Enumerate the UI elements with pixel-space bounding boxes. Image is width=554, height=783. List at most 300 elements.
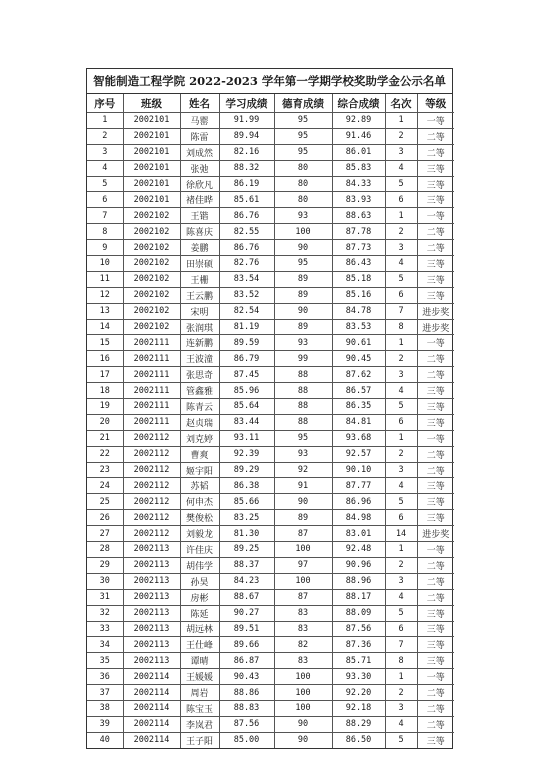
cell-moral-score: 90	[274, 716, 332, 732]
cell-moral-score: 100	[274, 700, 332, 716]
cell-overall-score: 90.45	[332, 351, 385, 367]
cell-academic-score: 86.76	[219, 240, 274, 256]
cell-overall-score: 84.98	[332, 510, 385, 526]
cell-overall-score: 90.10	[332, 462, 385, 478]
cell-academic-score: 89.25	[219, 542, 274, 558]
cell-overall-score: 85.18	[332, 271, 385, 287]
cell-level: 一等	[417, 208, 454, 224]
cell-name: 陈喜庆	[180, 224, 219, 240]
cell-level: 三等	[417, 494, 454, 510]
cell-moral-score: 89	[274, 287, 332, 303]
cell-rank: 1	[385, 335, 417, 351]
cell-index: 24	[87, 478, 123, 494]
cell-rank: 5	[385, 399, 417, 415]
table-row	[87, 605, 454, 621]
cell-overall-score: 93.68	[332, 430, 385, 446]
cell-rank: 14	[385, 526, 417, 542]
table-body	[87, 113, 454, 748]
cell-academic-score: 88.86	[219, 685, 274, 701]
scholarship-list-document	[86, 68, 453, 749]
table-row	[87, 224, 454, 240]
cell-class: 2002112	[123, 446, 180, 462]
cell-moral-score: 95	[274, 144, 332, 160]
table-row	[87, 319, 454, 335]
cell-class: 2002114	[123, 685, 180, 701]
cell-name: 张弛	[180, 160, 219, 176]
cell-name: 张思奇	[180, 367, 219, 383]
cell-name: 王仕峰	[180, 637, 219, 653]
cell-overall-score: 87.56	[332, 621, 385, 637]
column-header-moral-score: 德育成绩	[274, 94, 332, 113]
cell-academic-score: 93.11	[219, 430, 274, 446]
cell-academic-score: 88.67	[219, 589, 274, 605]
cell-level: 进步奖	[417, 526, 454, 542]
table-row	[87, 256, 454, 272]
cell-index: 39	[87, 716, 123, 732]
cell-moral-score: 100	[274, 224, 332, 240]
cell-moral-score: 93	[274, 335, 332, 351]
table-row	[87, 335, 454, 351]
cell-academic-score: 85.00	[219, 732, 274, 747]
cell-index: 20	[87, 414, 123, 430]
cell-moral-score: 90	[274, 303, 332, 319]
table-row	[87, 240, 454, 256]
cell-level: 三等	[417, 160, 454, 176]
cell-index: 21	[87, 430, 123, 446]
column-header-name: 姓名	[180, 94, 219, 113]
cell-index: 5	[87, 176, 123, 192]
cell-academic-score: 90.43	[219, 669, 274, 685]
cell-rank: 6	[385, 621, 417, 637]
cell-class: 2002114	[123, 732, 180, 747]
cell-academic-score: 90.27	[219, 605, 274, 621]
cell-rank: 1	[385, 430, 417, 446]
cell-name: 王子阳	[180, 732, 219, 747]
cell-academic-score: 88.37	[219, 557, 274, 573]
cell-academic-score: 87.56	[219, 716, 274, 732]
cell-class: 2002111	[123, 335, 180, 351]
table-row	[87, 573, 454, 589]
cell-moral-score: 88	[274, 414, 332, 430]
cell-overall-score: 87.73	[332, 240, 385, 256]
cell-rank: 5	[385, 494, 417, 510]
table-row	[87, 621, 454, 637]
cell-rank: 1	[385, 542, 417, 558]
cell-name: 周岩	[180, 685, 219, 701]
cell-index: 30	[87, 573, 123, 589]
cell-index: 25	[87, 494, 123, 510]
cell-moral-score: 91	[274, 478, 332, 494]
cell-level: 二等	[417, 716, 454, 732]
cell-name: 胡伟学	[180, 557, 219, 573]
cell-class: 2002112	[123, 478, 180, 494]
cell-name: 连新鹏	[180, 335, 219, 351]
cell-name: 曹爽	[180, 446, 219, 462]
cell-academic-score: 81.19	[219, 319, 274, 335]
cell-class: 2002112	[123, 510, 180, 526]
cell-overall-score: 88.17	[332, 589, 385, 605]
cell-overall-score: 87.78	[332, 224, 385, 240]
cell-index: 28	[87, 542, 123, 558]
cell-index: 4	[87, 160, 123, 176]
cell-rank: 2	[385, 351, 417, 367]
cell-class: 2002111	[123, 383, 180, 399]
cell-moral-score: 90	[274, 494, 332, 510]
cell-academic-score: 83.44	[219, 414, 274, 430]
cell-level: 三等	[417, 192, 454, 208]
cell-index: 8	[87, 224, 123, 240]
cell-academic-score: 85.61	[219, 192, 274, 208]
table-row	[87, 113, 454, 129]
cell-academic-score: 85.66	[219, 494, 274, 510]
cell-name: 王波潼	[180, 351, 219, 367]
cell-level: 二等	[417, 240, 454, 256]
column-header-level: 等级	[417, 94, 454, 113]
cell-moral-score: 97	[274, 557, 332, 573]
cell-overall-score: 90.61	[332, 335, 385, 351]
cell-overall-score: 88.09	[332, 605, 385, 621]
cell-level: 二等	[417, 144, 454, 160]
cell-rank: 2	[385, 128, 417, 144]
cell-index: 16	[87, 351, 123, 367]
cell-rank: 3	[385, 367, 417, 383]
cell-index: 26	[87, 510, 123, 526]
table-row	[87, 399, 454, 415]
table-row	[87, 589, 454, 605]
cell-moral-score: 80	[274, 176, 332, 192]
cell-name: 谭晴	[180, 653, 219, 669]
table-row	[87, 669, 454, 685]
cell-level: 三等	[417, 176, 454, 192]
cell-rank: 6	[385, 287, 417, 303]
table-row	[87, 653, 454, 669]
cell-academic-score: 84.23	[219, 573, 274, 589]
cell-overall-score: 85.71	[332, 653, 385, 669]
cell-academic-score: 86.87	[219, 653, 274, 669]
cell-overall-score: 83.53	[332, 319, 385, 335]
cell-overall-score: 92.20	[332, 685, 385, 701]
cell-rank: 2	[385, 224, 417, 240]
cell-class: 2002102	[123, 303, 180, 319]
cell-academic-score: 89.51	[219, 621, 274, 637]
cell-rank: 7	[385, 637, 417, 653]
cell-class: 2002113	[123, 621, 180, 637]
cell-academic-score: 82.16	[219, 144, 274, 160]
cell-overall-score: 90.96	[332, 557, 385, 573]
cell-rank: 3	[385, 240, 417, 256]
cell-index: 27	[87, 526, 123, 542]
cell-class: 2002113	[123, 542, 180, 558]
cell-class: 2002114	[123, 716, 180, 732]
cell-rank: 4	[385, 256, 417, 272]
cell-academic-score: 89.66	[219, 637, 274, 653]
cell-overall-score: 87.77	[332, 478, 385, 494]
cell-moral-score: 100	[274, 669, 332, 685]
cell-level: 二等	[417, 573, 454, 589]
cell-level: 一等	[417, 669, 454, 685]
cell-rank: 4	[385, 383, 417, 399]
cell-rank: 1	[385, 113, 417, 129]
cell-level: 二等	[417, 685, 454, 701]
cell-index: 35	[87, 653, 123, 669]
cell-academic-score: 92.39	[219, 446, 274, 462]
cell-overall-score: 87.62	[332, 367, 385, 383]
cell-rank: 8	[385, 653, 417, 669]
cell-rank: 4	[385, 160, 417, 176]
cell-name: 陈雷	[180, 128, 219, 144]
cell-rank: 7	[385, 303, 417, 319]
cell-level: 二等	[417, 224, 454, 240]
cell-overall-score: 87.36	[332, 637, 385, 653]
cell-overall-score: 92.18	[332, 700, 385, 716]
cell-academic-score: 83.25	[219, 510, 274, 526]
cell-level: 三等	[417, 637, 454, 653]
cell-moral-score: 83	[274, 605, 332, 621]
cell-index: 1	[87, 113, 123, 129]
cell-name: 褚佳晔	[180, 192, 219, 208]
cell-level: 三等	[417, 621, 454, 637]
cell-level: 二等	[417, 462, 454, 478]
table-row	[87, 510, 454, 526]
cell-overall-score: 85.83	[332, 160, 385, 176]
cell-rank: 8	[385, 319, 417, 335]
table-row	[87, 716, 454, 732]
cell-name: 苏韬	[180, 478, 219, 494]
cell-index: 34	[87, 637, 123, 653]
cell-overall-score: 86.35	[332, 399, 385, 415]
table-row	[87, 462, 454, 478]
cell-name: 马罂	[180, 113, 219, 129]
cell-overall-score: 88.96	[332, 573, 385, 589]
table-row	[87, 446, 454, 462]
cell-academic-score: 89.29	[219, 462, 274, 478]
table-row	[87, 494, 454, 510]
cell-moral-score: 89	[274, 510, 332, 526]
cell-moral-score: 95	[274, 256, 332, 272]
cell-level: 二等	[417, 700, 454, 716]
cell-class: 2002102	[123, 287, 180, 303]
cell-index: 37	[87, 685, 123, 701]
cell-index: 3	[87, 144, 123, 160]
cell-overall-score: 92.89	[332, 113, 385, 129]
cell-overall-score: 86.50	[332, 732, 385, 747]
cell-academic-score: 85.64	[219, 399, 274, 415]
cell-level: 二等	[417, 557, 454, 573]
cell-level: 二等	[417, 351, 454, 367]
cell-index: 7	[87, 208, 123, 224]
cell-class: 2002112	[123, 494, 180, 510]
document-title: 智能制造工程学院 2022-2023 学年第一学期学校奖助学金公示名单	[87, 69, 452, 94]
cell-academic-score: 88.83	[219, 700, 274, 716]
cell-rank: 3	[385, 700, 417, 716]
cell-level: 一等	[417, 542, 454, 558]
cell-index: 36	[87, 669, 123, 685]
table-row	[87, 685, 454, 701]
cell-level: 一等	[417, 430, 454, 446]
cell-overall-score: 85.16	[332, 287, 385, 303]
cell-overall-score: 83.01	[332, 526, 385, 542]
cell-index: 29	[87, 557, 123, 573]
cell-class: 2002102	[123, 271, 180, 287]
cell-overall-score: 84.78	[332, 303, 385, 319]
cell-class: 2002101	[123, 176, 180, 192]
cell-moral-score: 87	[274, 589, 332, 605]
table-row	[87, 414, 454, 430]
cell-name: 刘成然	[180, 144, 219, 160]
cell-level: 三等	[417, 414, 454, 430]
cell-class: 2002112	[123, 526, 180, 542]
cell-name: 许佳庆	[180, 542, 219, 558]
cell-level: 三等	[417, 271, 454, 287]
cell-name: 陈宝玉	[180, 700, 219, 716]
cell-index: 33	[87, 621, 123, 637]
cell-index: 17	[87, 367, 123, 383]
table-row	[87, 478, 454, 494]
cell-rank: 6	[385, 510, 417, 526]
cell-moral-score: 95	[274, 430, 332, 446]
cell-class: 2002102	[123, 240, 180, 256]
cell-name: 王栅	[180, 271, 219, 287]
cell-moral-score: 88	[274, 383, 332, 399]
cell-level: 三等	[417, 478, 454, 494]
cell-name: 房彬	[180, 589, 219, 605]
table-row	[87, 208, 454, 224]
cell-class: 2002101	[123, 113, 180, 129]
cell-class: 2002113	[123, 589, 180, 605]
cell-name: 张润琪	[180, 319, 219, 335]
cell-level: 二等	[417, 446, 454, 462]
cell-overall-score: 86.96	[332, 494, 385, 510]
cell-level: 三等	[417, 399, 454, 415]
cell-academic-score: 83.52	[219, 287, 274, 303]
cell-overall-score: 93.30	[332, 669, 385, 685]
cell-moral-score: 100	[274, 542, 332, 558]
cell-name: 田崇硕	[180, 256, 219, 272]
cell-rank: 1	[385, 208, 417, 224]
column-header-rank: 名次	[385, 94, 417, 113]
cell-moral-score: 93	[274, 446, 332, 462]
cell-level: 二等	[417, 367, 454, 383]
table-row	[87, 287, 454, 303]
cell-class: 2002113	[123, 557, 180, 573]
cell-rank: 5	[385, 176, 417, 192]
cell-overall-score: 91.46	[332, 128, 385, 144]
table-row	[87, 367, 454, 383]
cell-overall-score: 88.29	[332, 716, 385, 732]
table-row	[87, 303, 454, 319]
table-row	[87, 160, 454, 176]
cell-level: 一等	[417, 113, 454, 129]
table-row	[87, 144, 454, 160]
cell-overall-score: 86.01	[332, 144, 385, 160]
column-header-index: 序号	[87, 94, 123, 113]
cell-overall-score: 86.43	[332, 256, 385, 272]
cell-class: 2002101	[123, 192, 180, 208]
cell-name: 赵贞瑞	[180, 414, 219, 430]
cell-rank: 2	[385, 685, 417, 701]
cell-class: 2002111	[123, 367, 180, 383]
cell-academic-score: 89.94	[219, 128, 274, 144]
cell-index: 38	[87, 700, 123, 716]
cell-class: 2002102	[123, 319, 180, 335]
cell-index: 22	[87, 446, 123, 462]
cell-moral-score: 100	[274, 573, 332, 589]
table-row	[87, 271, 454, 287]
table-row	[87, 430, 454, 446]
table-row	[87, 192, 454, 208]
cell-index: 6	[87, 192, 123, 208]
cell-name: 宋明	[180, 303, 219, 319]
cell-class: 2002113	[123, 637, 180, 653]
cell-moral-score: 83	[274, 653, 332, 669]
cell-overall-score: 86.57	[332, 383, 385, 399]
cell-index: 11	[87, 271, 123, 287]
cell-academic-score: 89.59	[219, 335, 274, 351]
cell-level: 三等	[417, 653, 454, 669]
cell-academic-score: 83.54	[219, 271, 274, 287]
table-row	[87, 351, 454, 367]
cell-class: 2002113	[123, 653, 180, 669]
cell-index: 15	[87, 335, 123, 351]
cell-rank: 6	[385, 414, 417, 430]
cell-class: 2002112	[123, 462, 180, 478]
cell-moral-score: 99	[274, 351, 332, 367]
cell-overall-score: 88.63	[332, 208, 385, 224]
cell-rank: 4	[385, 716, 417, 732]
cell-moral-score: 95	[274, 128, 332, 144]
cell-name: 徐欣凡	[180, 176, 219, 192]
cell-name: 胡远林	[180, 621, 219, 637]
table-row	[87, 542, 454, 558]
cell-level: 三等	[417, 256, 454, 272]
cell-rank: 1	[385, 669, 417, 685]
cell-name: 樊俊松	[180, 510, 219, 526]
cell-academic-score: 86.19	[219, 176, 274, 192]
cell-moral-score: 80	[274, 160, 332, 176]
cell-level: 进步奖	[417, 319, 454, 335]
cell-academic-score: 82.76	[219, 256, 274, 272]
cell-name: 王锴	[180, 208, 219, 224]
table-row	[87, 637, 454, 653]
cell-class: 2002113	[123, 605, 180, 621]
cell-class: 2002114	[123, 700, 180, 716]
cell-rank: 5	[385, 732, 417, 747]
cell-level: 三等	[417, 605, 454, 621]
cell-level: 进步奖	[417, 303, 454, 319]
cell-rank: 4	[385, 478, 417, 494]
cell-moral-score: 83	[274, 621, 332, 637]
cell-class: 2002101	[123, 144, 180, 160]
cell-class: 2002114	[123, 669, 180, 685]
cell-moral-score: 89	[274, 319, 332, 335]
cell-academic-score: 85.96	[219, 383, 274, 399]
cell-class: 2002111	[123, 414, 180, 430]
cell-academic-score: 86.79	[219, 351, 274, 367]
table-row	[87, 557, 454, 573]
cell-rank: 2	[385, 446, 417, 462]
cell-index: 18	[87, 383, 123, 399]
cell-name: 陈青云	[180, 399, 219, 415]
cell-level: 二等	[417, 128, 454, 144]
cell-overall-score: 83.93	[332, 192, 385, 208]
cell-academic-score: 87.45	[219, 367, 274, 383]
cell-moral-score: 93	[274, 208, 332, 224]
cell-overall-score: 92.57	[332, 446, 385, 462]
cell-moral-score: 87	[274, 526, 332, 542]
cell-level: 三等	[417, 383, 454, 399]
table-header-row	[87, 94, 454, 113]
cell-level: 三等	[417, 510, 454, 526]
